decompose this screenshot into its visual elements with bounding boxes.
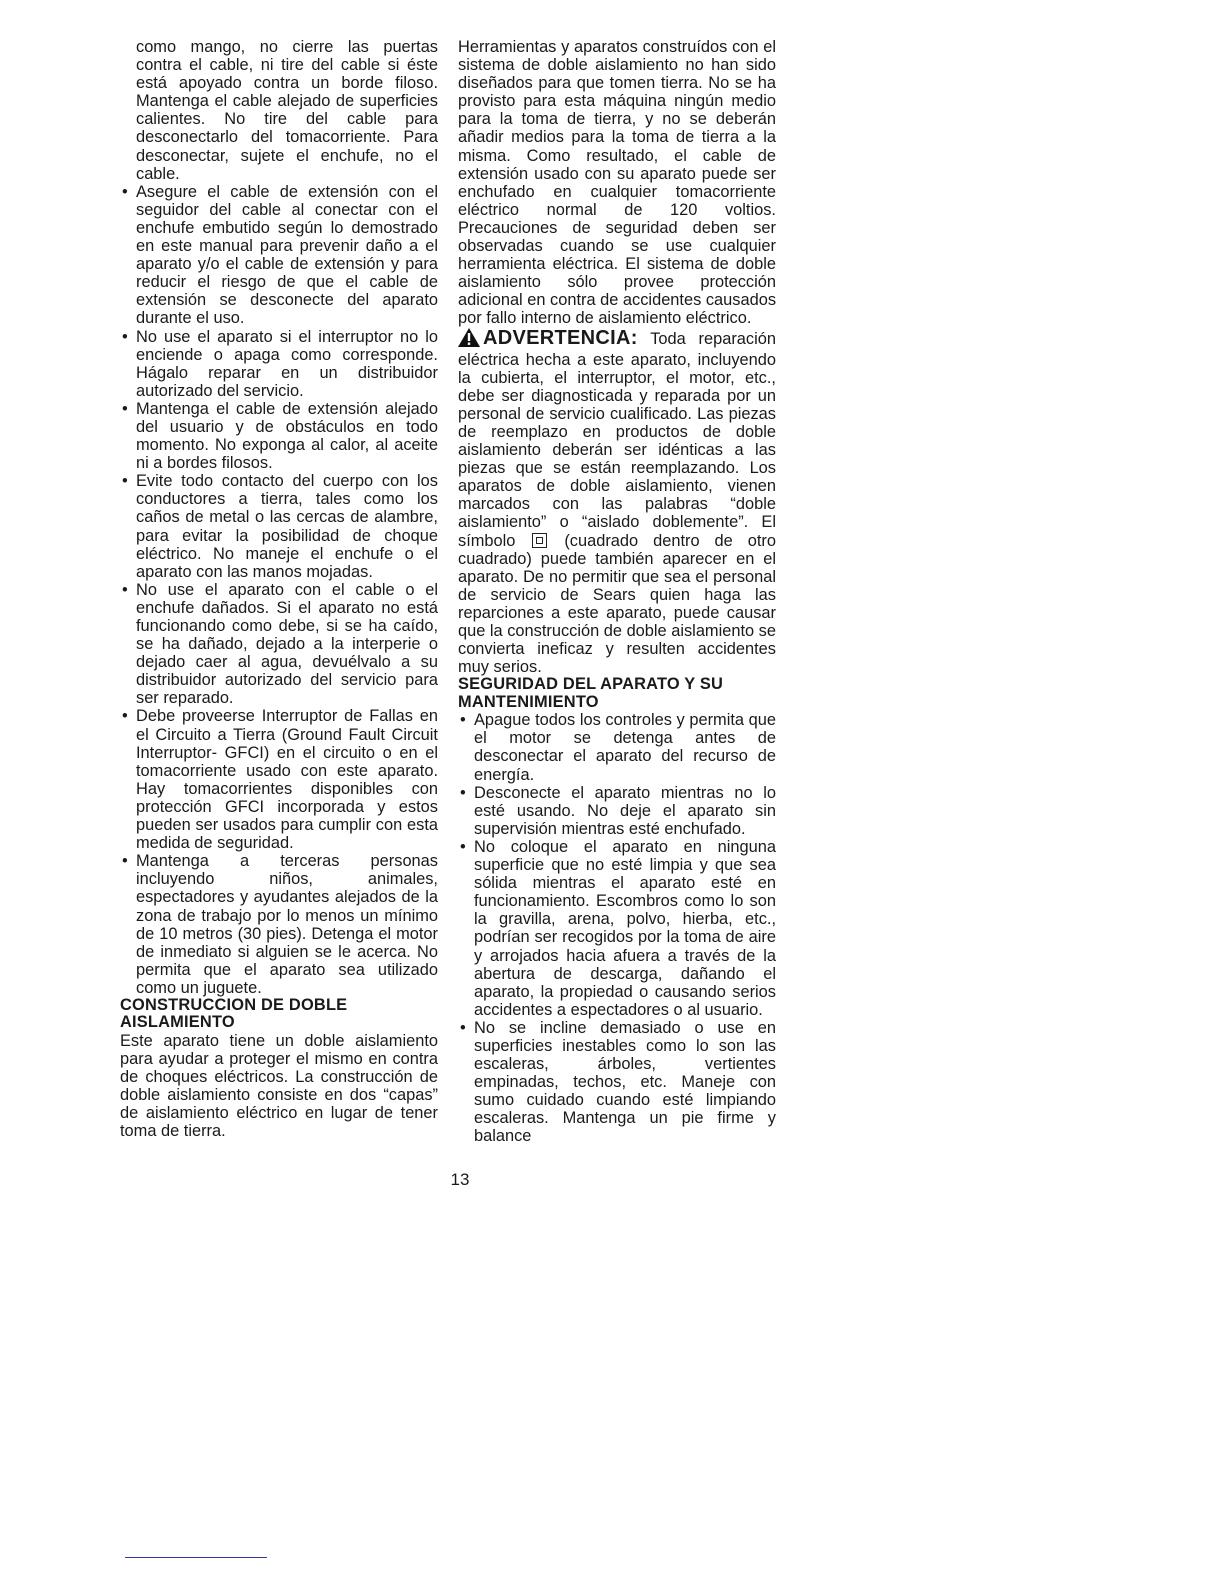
- list-item: • Asegure el cable de extensión con el seguidor del cable al conectar con el enchufe embutido según lo demostrado en este manual para prevenir daño a el aparato y/o el cable de extensión y para reducir el riesgo de que el cable de extensión se desconecte del aparato durante el uso.: [122, 182, 438, 328]
- double-insulation-paragraph: Este aparato tiene un doble aislamiento para ayudar a proteger el mismo en contra de choques eléctricos. La construcción de doble aislamiento consiste en dos “capas” de aislamiento eléctrico en lugar de tener toma de tierra.: [120, 1031, 438, 1141]
- bullet-icon: •: [122, 852, 128, 871]
- warning-title: ADVERTENCIA:: [483, 326, 638, 349]
- bullet-icon: •: [460, 837, 466, 856]
- bullet-icon: •: [122, 707, 128, 726]
- list-item: • No use el aparato con el cable o el enchufe dañados. Si el aparato no está funcionando como debe, si se ha caído, se ha dañado, dejado a la interperie o dejado caer al agua, devuélvalo a su distribuidor autorizado del servicio para ser reparado.: [122, 580, 438, 708]
- list-item: • Debe proveerse Interruptor de Fallas en el Circuito a Tierra (Ground Fault Circuit Interruptor- GFCI) en el circuito o en el tomacorriente usado con este aparato. Hay tomacorrientes disponibles con protección GFCI incorporada y estos pueden ser usados para cumplir con esta medida de seguridad.: [122, 707, 438, 853]
- bullet-icon: •: [460, 711, 466, 730]
- list-item: • Evite todo contacto del cuerpo con los conductores a tierra, tales como los caños de metal o las cercas de alambre, para evitar la posibilidad de choque eléctrico. No maneje el enchufe o el aparato con las manos mojadas.: [122, 472, 438, 581]
- bullet-icon: •: [122, 327, 128, 346]
- bullet-icon: •: [122, 580, 128, 599]
- warning-triangle-icon: [458, 328, 480, 351]
- bullet-icon: •: [460, 783, 466, 802]
- maintenance-heading: SEGURIDAD DEL APARATO Y SU MANTENIMIENTO: [458, 675, 724, 711]
- bullet-icon: •: [122, 182, 128, 201]
- grounding-paragraph: Herramientas y aparatos construídos con el sistema de doble aislamiento no han sido diseñados para que tomen tierra. No se ha provisto para esta máquina ningún medio para la toma de tierra, y no se deberán añadir medios para la toma de tierra a la misma. Como resultado, el cable de extensión usado con su aparato puede ser enchufado en cualquier tomacorriente eléctrico normal de 120 voltios. Precauciones de seguridad deben ser observadas cuando se use cualquier herramienta eléctrica. El sistema de doble aislamiento sólo provee protección adicional en contra de accidentes causados por fallo interno de aislamiento eléctrico.: [458, 38, 777, 328]
- list-item: • No se incline demasiado o use en superficies inestables como lo son las escaleras, árboles, vertientes empinadas, techos, etc. Maneje con sumo cuidado cuando esté limpiando escaleras. Mantenga un pie firme y balance: [460, 1018, 776, 1146]
- warning-block: [458, 328, 776, 677]
- bullet-icon: •: [460, 1018, 466, 1037]
- left-column: [120, 38, 438, 1141]
- list-item: • Mantenga a terceras personas incluyendo niños, animales, espectadores y ayudantes alejados de la zona de trabajo por lo menos un mínimo de 10 metros (30 pies). Detenga el motor de inmediato si alguien se le acerca. No permita que el aparato sea utilizado como un juguete.: [122, 852, 438, 997]
- bullet-icon: •: [122, 472, 128, 491]
- double-insulation-heading: CONSTRUCCION DE DOBLE AISLAMIENTO: [120, 995, 348, 1032]
- list-item: • Desconecte el aparato mientras no lo esté usando. No deje el aparato sin supervisión mientras esté enchufado.: [460, 783, 776, 838]
- list-item: • No use el aparato si el interruptor no lo enciende o apaga como corresponde. Hágalo reparar en un distribuidor autorizado del servicio.: [122, 327, 438, 400]
- list-item: • No coloque el aparato en ninguna superficie que no esté limpia y que sea sólida mientras el aparato esté en funcionamiento. Escombros como lo son la gravilla, arena, polvo, hierba, etc., podrían ser recogidos por la toma de aire y arrojados hacia afuera a través de la abertura de descarga, dañando el aparato, la propiedad o causando serios accidentes a espectadores o al usuario.: [460, 837, 776, 1019]
- warning-text-continued: (cuadrado dentro de otro cuadrado) puede también aparecer en el aparato. De no permitir que sea el personal de servicio de Sears quien haga las reparciones a este aparato, puede causar que la construcción de doble aislamiento se convierta ineficaz y resulten accidentes muy serios.: [458, 531, 776, 677]
- cord-safety-list: [120, 183, 438, 997]
- double-square-icon: [532, 533, 547, 548]
- footer-rule: [125, 1557, 267, 1558]
- continued-paragraph: como mango, no cierre las puertas contra el cable, ni tire del cable si éste está apoyado contra un borde filoso. Mantenga el cable alejado de superficies calientes. No tire del cable para desconectarlo del tomacorriente. Para desconectar, sujete el enchufe, no el cable.: [136, 38, 438, 183]
- page-number: 13: [450, 1170, 470, 1189]
- list-item: • Mantenga el cable de extensión alejado del usuario y de obstáculos en todo momento. No exponga al calor, al aceite ni a bordes filosos.: [122, 399, 438, 473]
- right-column: [458, 38, 776, 1146]
- maintenance-list: [458, 711, 776, 1145]
- list-item: • Apague todos los controles y permita que el motor se detenga antes de desconectar el aparato del recurso de energía.: [460, 711, 776, 784]
- warning-text: Toda reparación eléctrica hecha a este aparato, incluyendo la cubierta, el interruptor, el motor, etc., debe ser diagnosticada y reparada por un personal de servicio cualificado. Las piezas de reemplazo en productos de doble aislamiento deberán ser idénticas a las piezas que se están reemplazando. Los aparatos de doble aislamiento, vienen marcados con las palabras “doble aislamiento” o “aislado doblemente”. El símbolo: [458, 329, 776, 550]
- bullet-icon: •: [122, 399, 128, 418]
